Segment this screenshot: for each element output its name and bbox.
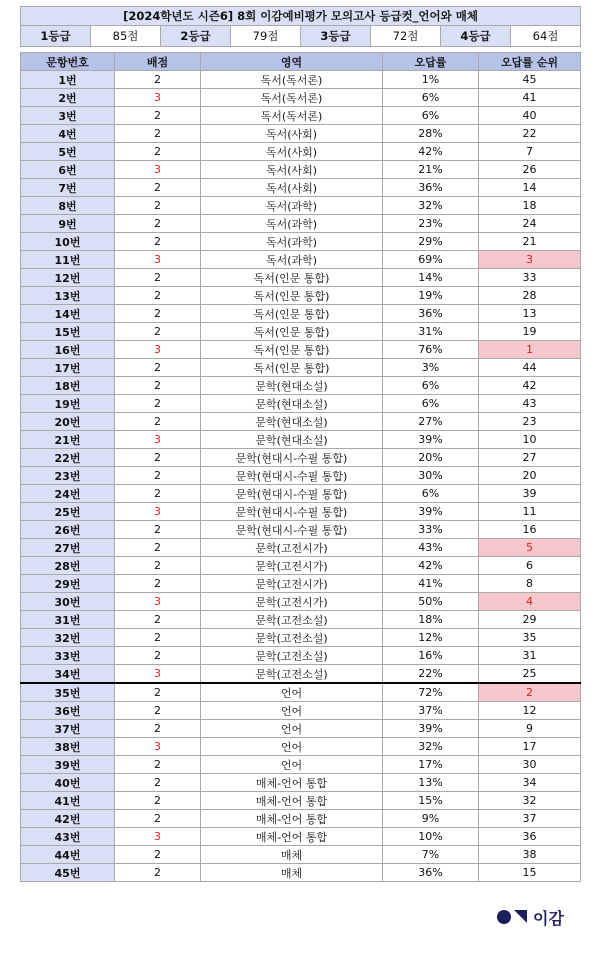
table-row	[21, 810, 581, 828]
error-rank-cell: 39	[479, 485, 581, 503]
error-rate-cell: 17%	[383, 756, 479, 774]
points-cell: 2	[115, 287, 201, 305]
grade-label: 1등급	[21, 26, 91, 47]
table-row	[21, 89, 581, 107]
points-cell: 2	[115, 539, 201, 557]
error-rank-cell: 1	[479, 341, 581, 359]
question-number-cell: 28번	[21, 557, 115, 575]
table-row	[21, 756, 581, 774]
question-number-cell: 36번	[21, 702, 115, 720]
question-number-cell: 6번	[21, 161, 115, 179]
question-number-cell: 24번	[21, 485, 115, 503]
error-rank-cell: 27	[479, 449, 581, 467]
grade-score: 64점	[511, 26, 581, 47]
area-cell: 매체	[201, 846, 383, 864]
error-rank-cell: 45	[479, 71, 581, 89]
question-number-cell: 2번	[21, 89, 115, 107]
error-rank-cell: 36	[479, 828, 581, 846]
error-rank-cell: 26	[479, 161, 581, 179]
question-number-cell: 37번	[21, 720, 115, 738]
points-cell: 2	[115, 846, 201, 864]
table-row	[21, 629, 581, 647]
table-row	[21, 143, 581, 161]
points-cell: 2	[115, 611, 201, 629]
area-cell: 매체-언어 통합	[201, 774, 383, 792]
points-cell: 2	[115, 756, 201, 774]
table-row	[21, 197, 581, 215]
question-number-cell: 41번	[21, 792, 115, 810]
error-rank-cell: 9	[479, 720, 581, 738]
error-rank-cell: 17	[479, 738, 581, 756]
points-cell: 2	[115, 323, 201, 341]
grade-label: 4등급	[441, 26, 511, 47]
area-cell: 문학(현대시-수필 통합)	[201, 467, 383, 485]
points-cell: 2	[115, 305, 201, 323]
error-rate-cell: 36%	[383, 864, 479, 882]
area-cell: 문학(현대소설)	[201, 431, 383, 449]
header-question-number: 문항번호	[21, 53, 115, 71]
question-number-cell: 40번	[21, 774, 115, 792]
table-row	[21, 233, 581, 251]
table-row	[21, 503, 581, 521]
circle-logo-icon	[497, 910, 511, 924]
area-cell: 독서(인문 통합)	[201, 341, 383, 359]
error-rate-cell: 72%	[383, 683, 479, 702]
question-number-cell: 42번	[21, 810, 115, 828]
question-number-cell: 11번	[21, 251, 115, 269]
error-rate-cell: 12%	[383, 629, 479, 647]
table-row	[21, 557, 581, 575]
area-cell: 문학(현대시-수필 통합)	[201, 503, 383, 521]
table-row	[21, 738, 581, 756]
error-rate-cell: 15%	[383, 792, 479, 810]
error-rank-cell: 3	[479, 251, 581, 269]
question-number-cell: 12번	[21, 269, 115, 287]
grade-label: 2등급	[161, 26, 231, 47]
error-rate-cell: 6%	[383, 89, 479, 107]
error-rate-cell: 42%	[383, 143, 479, 161]
error-rate-cell: 31%	[383, 323, 479, 341]
error-rank-cell: 20	[479, 467, 581, 485]
area-cell: 독서(과학)	[201, 251, 383, 269]
question-number-cell: 44번	[21, 846, 115, 864]
area-cell: 문학(고전소설)	[201, 611, 383, 629]
table-row	[21, 539, 581, 557]
table-row	[21, 341, 581, 359]
question-number-cell: 5번	[21, 143, 115, 161]
error-rank-cell: 28	[479, 287, 581, 305]
table-row	[21, 161, 581, 179]
grade-cut-row	[21, 26, 581, 47]
area-cell: 독서(독서론)	[201, 107, 383, 125]
error-rank-cell: 40	[479, 107, 581, 125]
points-cell: 2	[115, 359, 201, 377]
error-rank-cell: 24	[479, 215, 581, 233]
error-rank-cell: 37	[479, 810, 581, 828]
area-cell: 문학(현대소설)	[201, 377, 383, 395]
points-cell: 2	[115, 720, 201, 738]
question-number-cell: 15번	[21, 323, 115, 341]
question-number-cell: 3번	[21, 107, 115, 125]
table-row	[21, 377, 581, 395]
error-rate-cell: 69%	[383, 251, 479, 269]
area-cell: 언어	[201, 683, 383, 702]
error-rank-cell: 10	[479, 431, 581, 449]
error-rank-cell: 29	[479, 611, 581, 629]
error-rank-cell: 44	[479, 359, 581, 377]
error-rank-cell: 14	[479, 179, 581, 197]
grade-score: 72점	[371, 26, 441, 47]
question-number-cell: 22번	[21, 449, 115, 467]
error-rank-cell: 41	[479, 89, 581, 107]
table-row	[21, 431, 581, 449]
area-cell: 매체-언어 통합	[201, 810, 383, 828]
error-rate-cell: 18%	[383, 611, 479, 629]
question-number-cell: 35번	[21, 683, 115, 702]
question-number-cell: 19번	[21, 395, 115, 413]
error-rank-cell: 42	[479, 377, 581, 395]
table-row	[21, 269, 581, 287]
question-number-cell: 4번	[21, 125, 115, 143]
area-cell: 문학(현대시-수필 통합)	[201, 521, 383, 539]
table-row	[21, 179, 581, 197]
area-cell: 독서(과학)	[201, 233, 383, 251]
question-number-cell: 1번	[21, 71, 115, 89]
table-row	[21, 287, 581, 305]
error-rate-cell: 6%	[383, 395, 479, 413]
question-number-cell: 27번	[21, 539, 115, 557]
area-cell: 매체-언어 통합	[201, 792, 383, 810]
error-rate-cell: 39%	[383, 503, 479, 521]
table-row	[21, 395, 581, 413]
table-row	[21, 467, 581, 485]
error-rate-cell: 3%	[383, 359, 479, 377]
error-rate-cell: 36%	[383, 305, 479, 323]
question-table	[20, 52, 581, 882]
error-rate-cell: 20%	[383, 449, 479, 467]
error-rank-cell: 15	[479, 864, 581, 882]
area-cell: 문학(현대시-수필 통합)	[201, 449, 383, 467]
question-number-cell: 17번	[21, 359, 115, 377]
area-cell: 문학(고전소설)	[201, 629, 383, 647]
error-rate-cell: 30%	[383, 467, 479, 485]
question-number-cell: 29번	[21, 575, 115, 593]
grade-label: 3등급	[301, 26, 371, 47]
table-header-row	[21, 53, 581, 71]
error-rate-cell: 29%	[383, 233, 479, 251]
table-row	[21, 125, 581, 143]
error-rate-cell: 42%	[383, 557, 479, 575]
question-number-cell: 33번	[21, 647, 115, 665]
points-cell: 2	[115, 233, 201, 251]
question-number-cell: 39번	[21, 756, 115, 774]
area-cell: 문학(현대시-수필 통합)	[201, 485, 383, 503]
error-rate-cell: 14%	[383, 269, 479, 287]
points-cell: 3	[115, 431, 201, 449]
error-rate-cell: 32%	[383, 738, 479, 756]
table-row	[21, 413, 581, 431]
question-number-cell: 21번	[21, 431, 115, 449]
points-cell: 2	[115, 774, 201, 792]
question-number-cell: 30번	[21, 593, 115, 611]
table-row	[21, 449, 581, 467]
table-row	[21, 846, 581, 864]
question-number-cell: 20번	[21, 413, 115, 431]
error-rate-cell: 50%	[383, 593, 479, 611]
points-cell: 2	[115, 197, 201, 215]
points-cell: 2	[115, 269, 201, 287]
error-rate-cell: 13%	[383, 774, 479, 792]
question-number-cell: 8번	[21, 197, 115, 215]
grade-cut-sheet	[20, 6, 580, 882]
question-number-cell: 45번	[21, 864, 115, 882]
error-rate-cell: 19%	[383, 287, 479, 305]
question-number-cell: 38번	[21, 738, 115, 756]
area-cell: 언어	[201, 738, 383, 756]
points-cell: 2	[115, 683, 201, 702]
points-cell: 2	[115, 467, 201, 485]
error-rank-cell: 34	[479, 774, 581, 792]
area-cell: 문학(고전소설)	[201, 647, 383, 665]
table-row	[21, 107, 581, 125]
points-cell: 2	[115, 143, 201, 161]
table-row	[21, 665, 581, 684]
table-row	[21, 593, 581, 611]
error-rate-cell: 23%	[383, 215, 479, 233]
area-cell: 문학(현대소설)	[201, 395, 383, 413]
error-rank-cell: 8	[479, 575, 581, 593]
question-number-cell: 25번	[21, 503, 115, 521]
question-number-cell: 16번	[21, 341, 115, 359]
error-rate-cell: 6%	[383, 107, 479, 125]
error-rate-cell: 39%	[383, 720, 479, 738]
error-rate-cell: 39%	[383, 431, 479, 449]
error-rank-cell: 16	[479, 521, 581, 539]
error-rank-cell: 5	[479, 539, 581, 557]
points-cell: 2	[115, 575, 201, 593]
area-cell: 독서(독서론)	[201, 71, 383, 89]
error-rank-cell: 6	[479, 557, 581, 575]
question-number-cell: 9번	[21, 215, 115, 233]
table-row	[21, 575, 581, 593]
area-cell: 언어	[201, 720, 383, 738]
error-rank-cell: 38	[479, 846, 581, 864]
error-rank-cell: 23	[479, 413, 581, 431]
points-cell: 2	[115, 179, 201, 197]
table-row	[21, 305, 581, 323]
points-cell: 2	[115, 413, 201, 431]
table-row	[21, 864, 581, 882]
table-row	[21, 485, 581, 503]
error-rank-cell: 12	[479, 702, 581, 720]
header-error-rank: 오답률 순위	[479, 53, 581, 71]
error-rate-cell: 43%	[383, 539, 479, 557]
points-cell: 3	[115, 251, 201, 269]
error-rate-cell: 7%	[383, 846, 479, 864]
table-row	[21, 828, 581, 846]
points-cell: 3	[115, 89, 201, 107]
question-number-cell: 32번	[21, 629, 115, 647]
error-rank-cell: 35	[479, 629, 581, 647]
grade-cut-table	[20, 6, 581, 47]
points-cell: 2	[115, 792, 201, 810]
error-rate-cell: 9%	[383, 810, 479, 828]
error-rank-cell: 11	[479, 503, 581, 521]
error-rank-cell: 25	[479, 665, 581, 684]
area-cell: 매체	[201, 864, 383, 882]
area-cell: 독서(인문 통합)	[201, 323, 383, 341]
question-number-cell: 34번	[21, 665, 115, 684]
sheet-title: [2024학년도 시즌6] 8회 이감예비평가 모의고사 등급컷_언어와 매체	[21, 7, 581, 26]
points-cell: 2	[115, 810, 201, 828]
error-rank-cell: 4	[479, 593, 581, 611]
error-rank-cell: 7	[479, 143, 581, 161]
error-rate-cell: 1%	[383, 71, 479, 89]
area-cell: 언어	[201, 702, 383, 720]
error-rank-cell: 19	[479, 323, 581, 341]
points-cell: 2	[115, 107, 201, 125]
error-rank-cell: 43	[479, 395, 581, 413]
question-number-cell: 23번	[21, 467, 115, 485]
error-rank-cell: 13	[479, 305, 581, 323]
points-cell: 2	[115, 449, 201, 467]
error-rank-cell: 18	[479, 197, 581, 215]
area-cell: 문학(고전시가)	[201, 557, 383, 575]
points-cell: 2	[115, 485, 201, 503]
question-number-cell: 10번	[21, 233, 115, 251]
error-rank-cell: 22	[479, 125, 581, 143]
logo-text: 이감	[533, 908, 564, 928]
points-cell: 2	[115, 702, 201, 720]
points-cell: 3	[115, 738, 201, 756]
question-number-cell: 31번	[21, 611, 115, 629]
area-cell: 매체-언어 통합	[201, 828, 383, 846]
question-number-cell: 26번	[21, 521, 115, 539]
error-rate-cell: 36%	[383, 179, 479, 197]
points-cell: 2	[115, 125, 201, 143]
points-cell: 2	[115, 215, 201, 233]
area-cell: 문학(고전시가)	[201, 593, 383, 611]
area-cell: 독서(인문 통합)	[201, 305, 383, 323]
table-row	[21, 792, 581, 810]
area-cell: 독서(인문 통합)	[201, 269, 383, 287]
question-rows	[21, 71, 581, 882]
error-rate-cell: 27%	[383, 413, 479, 431]
header-points: 배점	[115, 53, 201, 71]
error-rate-cell: 32%	[383, 197, 479, 215]
grade-score: 85점	[91, 26, 161, 47]
table-row	[21, 359, 581, 377]
table-row	[21, 720, 581, 738]
error-rate-cell: 10%	[383, 828, 479, 846]
area-cell: 독서(사회)	[201, 161, 383, 179]
area-cell: 독서(과학)	[201, 215, 383, 233]
area-cell: 문학(고전시가)	[201, 575, 383, 593]
error-rank-cell: 31	[479, 647, 581, 665]
question-number-cell: 18번	[21, 377, 115, 395]
error-rank-cell: 21	[479, 233, 581, 251]
error-rate-cell: 16%	[383, 647, 479, 665]
table-row	[21, 251, 581, 269]
points-cell: 3	[115, 161, 201, 179]
area-cell: 독서(과학)	[201, 197, 383, 215]
table-row	[21, 774, 581, 792]
table-row	[21, 71, 581, 89]
error-rank-cell: 32	[479, 792, 581, 810]
question-number-cell: 14번	[21, 305, 115, 323]
points-cell: 3	[115, 828, 201, 846]
triangle-logo-icon	[514, 910, 527, 923]
points-cell: 2	[115, 395, 201, 413]
points-cell: 2	[115, 557, 201, 575]
area-cell: 독서(사회)	[201, 143, 383, 161]
area-cell: 독서(인문 통합)	[201, 359, 383, 377]
error-rate-cell: 6%	[383, 377, 479, 395]
area-cell: 문학(고전시가)	[201, 539, 383, 557]
error-rank-cell: 33	[479, 269, 581, 287]
points-cell: 2	[115, 521, 201, 539]
table-row	[21, 611, 581, 629]
points-cell: 3	[115, 593, 201, 611]
error-rate-cell: 41%	[383, 575, 479, 593]
area-cell: 독서(사회)	[201, 179, 383, 197]
area-cell: 독서(독서론)	[201, 89, 383, 107]
points-cell: 3	[115, 665, 201, 684]
question-number-cell: 13번	[21, 287, 115, 305]
table-row	[21, 702, 581, 720]
error-rate-cell: 6%	[383, 485, 479, 503]
error-rank-cell: 2	[479, 683, 581, 702]
header-area: 영역	[201, 53, 383, 71]
grade-score: 79점	[231, 26, 301, 47]
area-cell: 독서(인문 통합)	[201, 287, 383, 305]
area-cell: 문학(현대소설)	[201, 413, 383, 431]
question-number-cell: 7번	[21, 179, 115, 197]
area-cell: 언어	[201, 756, 383, 774]
table-row	[21, 683, 581, 702]
table-row	[21, 323, 581, 341]
table-row	[21, 647, 581, 665]
error-rate-cell: 21%	[383, 161, 479, 179]
points-cell: 2	[115, 377, 201, 395]
error-rate-cell: 33%	[383, 521, 479, 539]
error-rate-cell: 22%	[383, 665, 479, 684]
points-cell: 2	[115, 647, 201, 665]
points-cell: 2	[115, 71, 201, 89]
header-error-rate: 오답률	[383, 53, 479, 71]
area-cell: 문학(고전소설)	[201, 665, 383, 684]
points-cell: 3	[115, 503, 201, 521]
points-cell: 2	[115, 629, 201, 647]
error-rate-cell: 28%	[383, 125, 479, 143]
error-rate-cell: 76%	[383, 341, 479, 359]
question-number-cell: 43번	[21, 828, 115, 846]
points-cell: 2	[115, 864, 201, 882]
table-row	[21, 215, 581, 233]
brand-logo	[497, 906, 564, 928]
error-rank-cell: 30	[479, 756, 581, 774]
table-row	[21, 521, 581, 539]
area-cell: 독서(사회)	[201, 125, 383, 143]
error-rate-cell: 37%	[383, 702, 479, 720]
points-cell: 3	[115, 341, 201, 359]
